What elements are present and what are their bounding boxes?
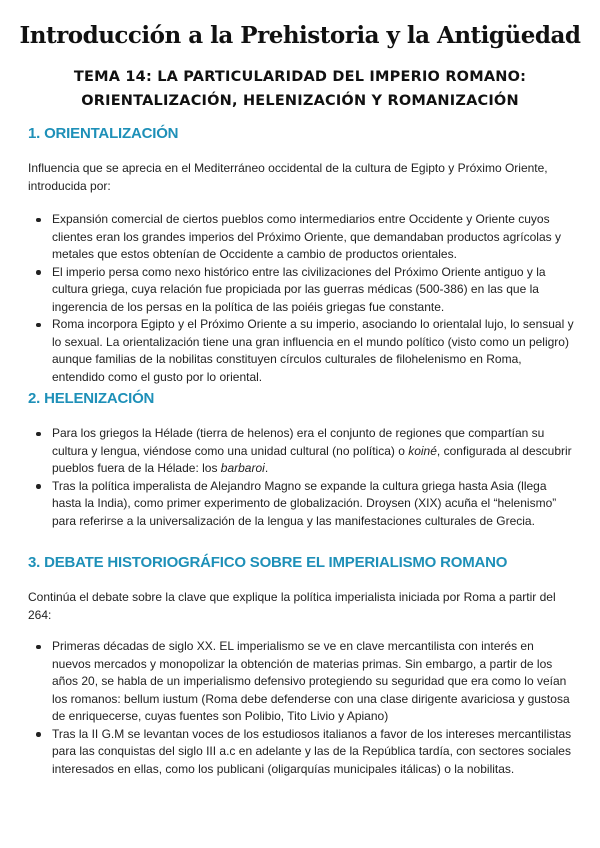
barbaroi-term: barbaroi (220, 461, 265, 475)
list-item: Tras la política imperalista de Alejandro Magno se expande la cultura griega hasta Asia (llega hasta la India), como primer experimento de globalización. Droysen (XIX) acuña el “helenismo” para referirse a la universalización de la lengua y las manifestaciones culturales de Grecia. (52, 478, 574, 531)
subtitle-line-2: ORIENTALIZACIÓN, HELENIZACIÓN Y ROMANIZACIÓN (81, 93, 519, 109)
list-item: Roma incorpora Egipto y el Próximo Oriente a su imperio, asociando lo orientalal lujo, lo sensual y lo sexual. La orientalización tiene una gran influencia en el mundo político (visto como un peligro) aunque familias de la nobilitas constituyen círculos culturales de filohelenismo en Roma, entendido como el gusto por lo oriental. (52, 316, 574, 386)
section-heading-helenizacion: 2. HELENIZACIÓN (28, 390, 155, 407)
list-item: Primeras décadas de siglo XX. EL imperialismo se ve en clave mercantilista con interés en nuevos mercados y monopolizar la obtención de materias primas. Sin embargo, a partir de los años 20, se habla de un imperialismo defensivo protegiendo su seguridad que era como lo veían los romanos: bellum iustum (Roma debe defenderse con una clase dirigente avariciosa y gustosa de enriquecerse, cuyas fuentes son Polibio, Tito Livio y Apiano) (52, 638, 574, 726)
document-subtitle (0, 65, 600, 113)
list-item (52, 425, 574, 478)
section-intro-orientalizacion: Influencia que se aprecia en el Mediterráneo occidental de la cultura de Egipto y Próximo Oriente, introducida por: (28, 161, 548, 193)
subtitle-line-1: TEMA 14: LA PARTICULARIDAD DEL IMPERIO ROMANO: (73, 69, 527, 85)
document-title: Introducción a la Prehistoria y la Antigüedad (19, 22, 581, 49)
bullet-list-orientalizacion (52, 211, 574, 386)
list-item: Expansión comercial de ciertos pueblos como intermediarios entre Occidente y Oriente cuyos clientes eran los grandes imperios del Próximo Oriente, que demandaban productos agrícolas y metales que estos obtenían de Occidente a cambio de productos orientales. (52, 211, 574, 264)
section-heading-orientalizacion: 1. ORIENTALIZACIÓN (28, 125, 179, 142)
list-item: Tras la II G.M se levantan voces de los estudiosos italianos a favor de los intereses mercantilistas para las conquistas del siglo III a.c en adelante y las de la República tardía, con sectores sociales interesados en ellas, como los publicani (oligarquías municipales itálicas) o la nobilitas. (52, 726, 574, 779)
koine-text-middle: , configurada al descubrir pueblos fuera de la Hélade: los (52, 443, 572, 475)
section-intro-debate: Continúa el debate sobre la clave que explique la política imperialista iniciada por Roma a partir del 264: (28, 590, 556, 622)
list-item: El imperio persa como nexo histórico entre las civilizaciones del Próximo Oriente antiguo y la cultura griega, cuya relación fue propiciada por las guerras médicas (500-386) en las que la ingerencia de los persas en la política de las poiéis griegas fue constante. (52, 264, 574, 317)
bullet-list-debate (52, 638, 574, 778)
koine-term: koiné (408, 443, 437, 458)
koine-text-before: Para los griegos la Hélade (tierra de helenos) era el conjunto de regiones que compartían su cultura y lengua, viéndose como una unidad cultural (no política) o (52, 426, 545, 458)
section-heading-debate: 3. DEBATE HISTORIOGRÁFICO SOBRE EL IMPERIALISMO ROMANO (28, 554, 508, 571)
bullet-list-helenizacion (52, 425, 574, 530)
koine-text-after: . (264, 461, 269, 475)
